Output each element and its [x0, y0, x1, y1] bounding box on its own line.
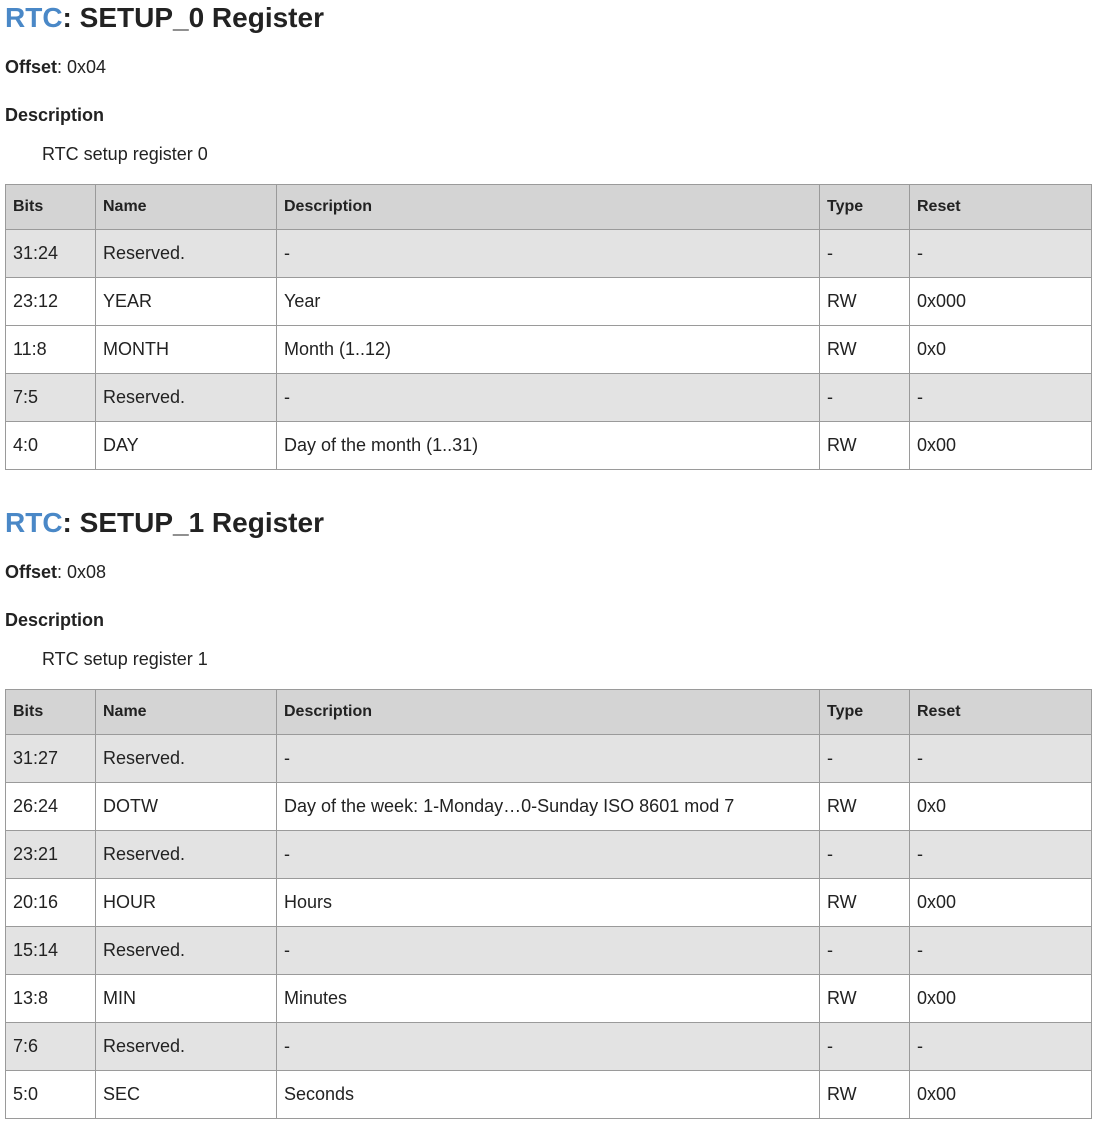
cell-description: -: [277, 735, 820, 783]
cell-bits: 11:8: [6, 326, 96, 374]
register-title: [5, 505, 1091, 541]
cell-bits: 4:0: [6, 422, 96, 470]
header-reset: Reset: [910, 690, 1092, 735]
description-text: RTC setup register 1: [42, 649, 208, 669]
table-row: [6, 278, 1092, 326]
cell-reset: 0x0: [910, 783, 1092, 831]
table-row: [6, 1023, 1092, 1071]
cell-description: Hours: [277, 879, 820, 927]
register-title-text: : SETUP_1 Register: [62, 507, 324, 538]
cell-name: SEC: [96, 1071, 277, 1119]
cell-description: Day of the month (1..31): [277, 422, 820, 470]
cell-name: DAY: [96, 422, 277, 470]
cell-type: -: [820, 927, 910, 975]
table-row: [6, 831, 1092, 879]
header-type: Type: [820, 690, 910, 735]
cell-reset: 0x000: [910, 278, 1092, 326]
table-row: [6, 927, 1092, 975]
cell-name: Reserved.: [96, 1023, 277, 1071]
header-name: Name: [96, 690, 277, 735]
cell-reset: 0x00: [910, 879, 1092, 927]
cell-reset: 0x00: [910, 1071, 1092, 1119]
header-reset: Reset: [910, 185, 1092, 230]
table-row: [6, 326, 1092, 374]
cell-bits: 20:16: [6, 879, 96, 927]
cell-bits: 31:24: [6, 230, 96, 278]
description-text: RTC setup register 0: [42, 144, 208, 164]
cell-type: RW: [820, 783, 910, 831]
cell-bits: 15:14: [6, 927, 96, 975]
offset-line: [5, 56, 106, 78]
peripheral-link[interactable]: RTC: [5, 2, 63, 33]
cell-bits: 23:21: [6, 831, 96, 879]
cell-name: Reserved.: [96, 831, 277, 879]
offset-label: Offset: [5, 57, 58, 77]
cell-bits: 7:6: [6, 1023, 96, 1071]
register-fields-table: [5, 184, 1092, 470]
register-title: [5, 0, 1091, 36]
cell-reset: -: [910, 230, 1092, 278]
table-row: [6, 975, 1092, 1023]
cell-type: RW: [820, 975, 910, 1023]
cell-name: MIN: [96, 975, 277, 1023]
offset-line: [5, 561, 106, 583]
cell-type: -: [820, 1023, 910, 1071]
cell-name: Reserved.: [96, 927, 277, 975]
cell-reset: 0x00: [910, 975, 1092, 1023]
cell-description: Day of the week: 1-Monday…0-Sunday ISO 8601 mod 7: [277, 783, 820, 831]
cell-description: -: [277, 230, 820, 278]
table-row: [6, 783, 1092, 831]
cell-name: MONTH: [96, 326, 277, 374]
offset-label: Offset: [5, 562, 58, 582]
cell-type: RW: [820, 422, 910, 470]
cell-reset: -: [910, 374, 1092, 422]
offset-value: : 0x04: [57, 57, 107, 77]
description-heading: Description: [5, 610, 105, 630]
register-fields-body: [6, 230, 1092, 470]
cell-description: -: [277, 831, 820, 879]
register-fields-table: [5, 689, 1092, 1119]
cell-bits: 5:0: [6, 1071, 96, 1119]
description-heading: Description: [5, 105, 105, 125]
cell-type: RW: [820, 879, 910, 927]
cell-name: HOUR: [96, 879, 277, 927]
cell-reset: -: [910, 927, 1092, 975]
table-row: [6, 1071, 1092, 1119]
cell-name: Reserved.: [96, 374, 277, 422]
table-header-row: [6, 185, 1092, 230]
header-type: Type: [820, 185, 910, 230]
table-header-row: [6, 690, 1092, 735]
cell-description: -: [277, 374, 820, 422]
cell-type: RW: [820, 1071, 910, 1119]
cell-type: -: [820, 230, 910, 278]
cell-type: RW: [820, 326, 910, 374]
cell-type: -: [820, 374, 910, 422]
cell-bits: 13:8: [6, 975, 96, 1023]
cell-reset: -: [910, 831, 1092, 879]
table-row: [6, 230, 1092, 278]
cell-reset: -: [910, 1023, 1092, 1071]
table-row: [6, 879, 1092, 927]
cell-description: Seconds: [277, 1071, 820, 1119]
cell-description: Year: [277, 278, 820, 326]
cell-bits: 23:12: [6, 278, 96, 326]
register-section-setup-0: [5, 0, 1091, 455]
cell-bits: 26:24: [6, 783, 96, 831]
register-title-text: : SETUP_0 Register: [62, 2, 324, 33]
cell-reset: 0x0: [910, 326, 1092, 374]
cell-name: DOTW: [96, 783, 277, 831]
cell-name: Reserved.: [96, 735, 277, 783]
cell-description: -: [277, 1023, 820, 1071]
offset-value: : 0x08: [57, 562, 107, 582]
cell-type: -: [820, 831, 910, 879]
header-bits: Bits: [6, 690, 96, 735]
cell-description: -: [277, 927, 820, 975]
header-description: Description: [277, 690, 820, 735]
register-section-setup-1: [5, 505, 1091, 1104]
cell-reset: 0x00: [910, 422, 1092, 470]
cell-description: Minutes: [277, 975, 820, 1023]
table-row: [6, 735, 1092, 783]
cell-description: Month (1..12): [277, 326, 820, 374]
table-row: [6, 374, 1092, 422]
cell-bits: 31:27: [6, 735, 96, 783]
header-description: Description: [277, 185, 820, 230]
header-name: Name: [96, 185, 277, 230]
cell-bits: 7:5: [6, 374, 96, 422]
cell-name: Reserved.: [96, 230, 277, 278]
header-bits: Bits: [6, 185, 96, 230]
peripheral-link[interactable]: RTC: [5, 507, 63, 538]
cell-type: -: [820, 735, 910, 783]
cell-name: YEAR: [96, 278, 277, 326]
table-row: [6, 422, 1092, 470]
register-fields-body: [6, 735, 1092, 1119]
cell-reset: -: [910, 735, 1092, 783]
cell-type: RW: [820, 278, 910, 326]
